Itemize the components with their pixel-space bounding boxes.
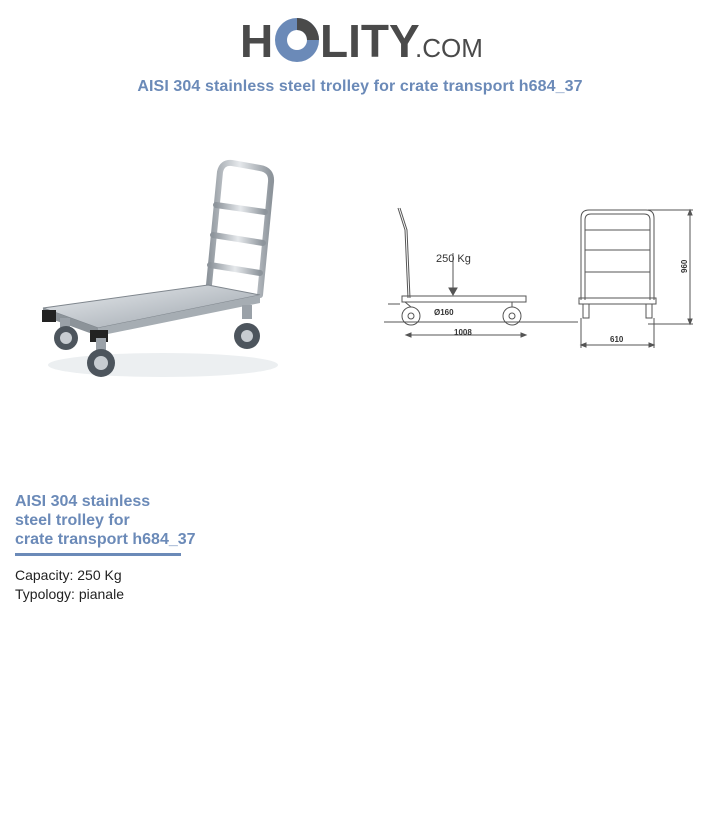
logo-o-mark xyxy=(275,18,319,62)
logo-suffix-com: .COM xyxy=(415,33,483,63)
width-dimension-label: 610 xyxy=(610,335,624,344)
product-title-line: AISI 304 stainless xyxy=(15,493,151,510)
product-title-line: steel trolley for xyxy=(15,512,130,529)
wheel-rear-right xyxy=(234,305,260,349)
spec-value: 250 Kg xyxy=(77,567,122,583)
spec-capacity xyxy=(15,566,124,585)
length-dimension-label: 1008 xyxy=(454,328,472,337)
logo-letter-h: H xyxy=(240,15,274,67)
product-photo[interactable] xyxy=(38,150,283,390)
logo-letters-lity: LITY xyxy=(320,15,420,67)
spec-value: pianale xyxy=(78,586,124,602)
spec-label: Capacity: xyxy=(15,567,74,583)
holity-logo xyxy=(238,10,488,70)
load-label: 250 Kg xyxy=(436,253,471,265)
spec-label: Typology: xyxy=(15,586,75,602)
spec-typology xyxy=(15,585,124,604)
site-logo[interactable] xyxy=(0,10,720,70)
title-underline xyxy=(15,553,181,556)
wheel-diameter-label: Ø160 xyxy=(434,308,454,317)
product-title xyxy=(15,492,215,549)
wheel-front-right xyxy=(87,338,115,377)
product-title-line: crate transport h684_37 xyxy=(15,531,196,548)
page-title: AISI 304 stainless steel trolley for crate transport h684_37 xyxy=(137,78,583,95)
product-specs xyxy=(15,566,124,604)
technical-drawing[interactable] xyxy=(378,200,698,350)
height-dimension-label: 960 xyxy=(680,259,689,273)
